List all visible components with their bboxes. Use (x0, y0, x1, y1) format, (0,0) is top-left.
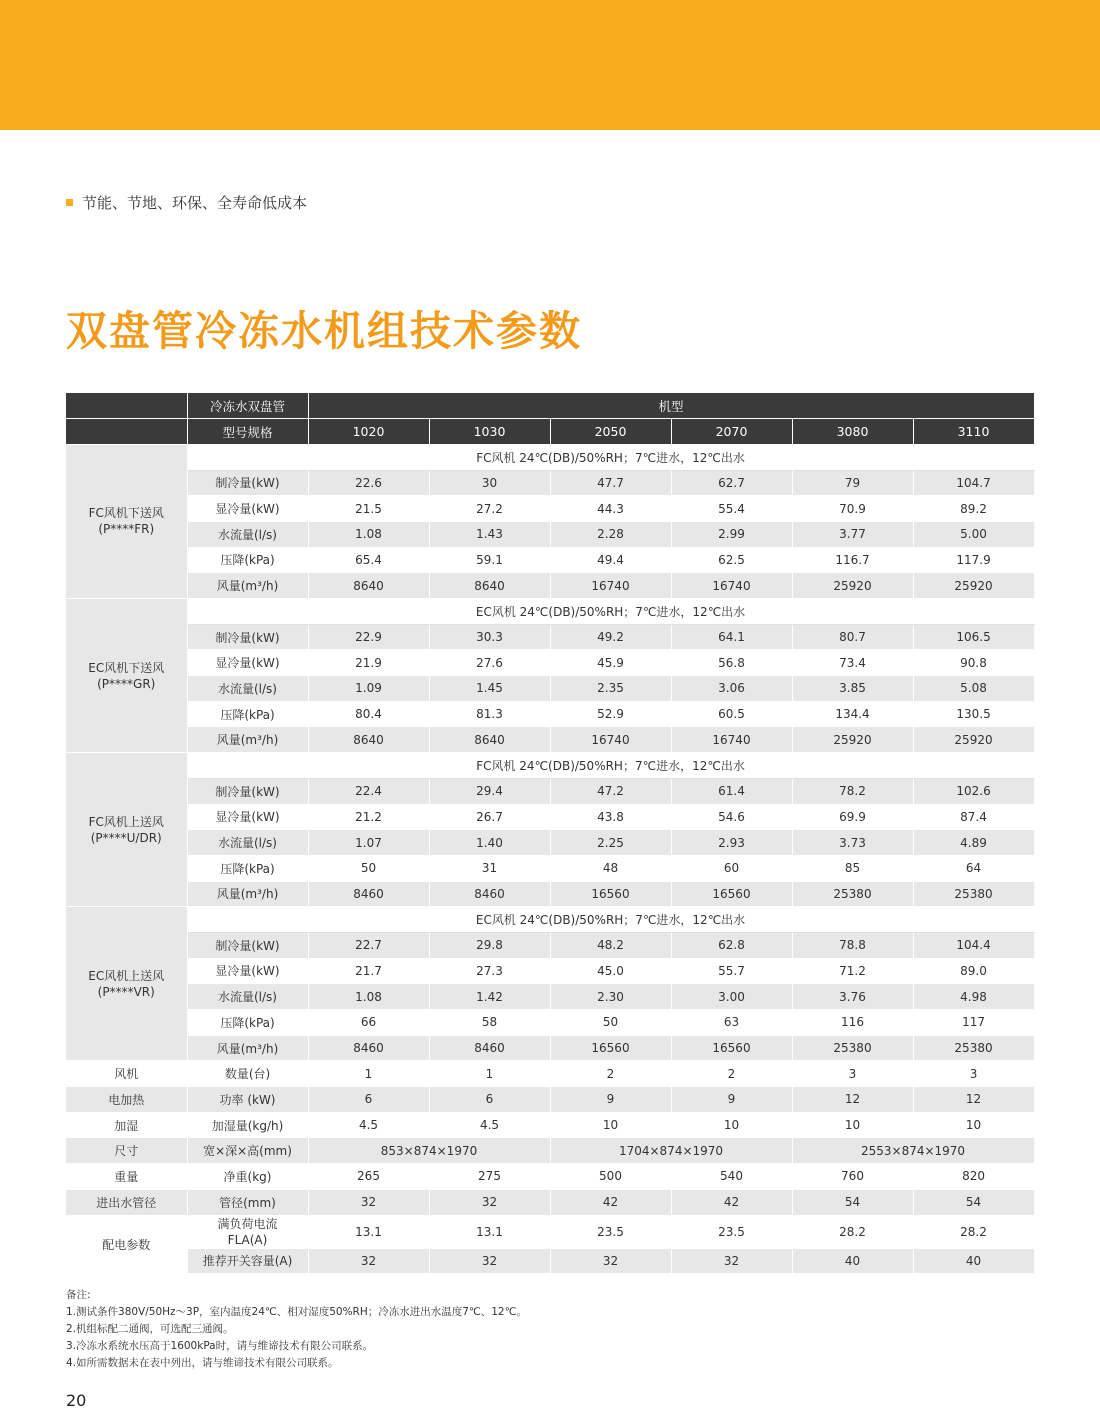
value-cell: 81.3 (429, 701, 550, 727)
value-cell: 22.4 (308, 778, 429, 804)
value-cell: 5.00 (913, 521, 1034, 547)
value-cell: 1.43 (429, 521, 550, 547)
row-label: 进出水管径 (66, 1189, 187, 1215)
row-label: 配电参数 (66, 1215, 187, 1274)
value-cell: 21.7 (308, 958, 429, 984)
value-cell: 26.7 (429, 804, 550, 830)
value-cell: 4.98 (913, 984, 1034, 1010)
table-row (66, 650, 1034, 676)
value-cell: 2.35 (550, 676, 671, 702)
value-cell: 54.6 (671, 804, 792, 830)
value-cell: 89.0 (913, 958, 1034, 984)
label-line: FLA(A) (227, 1232, 268, 1247)
value-cell: 22.9 (308, 624, 429, 650)
value-cell: 85 (792, 855, 913, 881)
value-cell: 16740 (550, 573, 671, 599)
value-cell: 50 (308, 855, 429, 881)
group-label-cell (66, 753, 187, 907)
value-cell: 4.5 (308, 1112, 429, 1138)
notes (66, 1287, 527, 1372)
value-cell: 60 (671, 855, 792, 881)
label-line: 满负荷电流 (217, 1216, 278, 1231)
model-name: 3110 (913, 419, 1034, 445)
value-cell: 265 (308, 1164, 429, 1190)
param-label: 显冷量(kW) (187, 496, 308, 522)
bullet-square-icon (66, 199, 73, 206)
value-cell: 2.93 (671, 830, 792, 856)
value-cell: 4.5 (429, 1112, 550, 1138)
param-label: 风量(m³/h) (187, 1035, 308, 1061)
model-name: 1030 (429, 419, 550, 445)
param-label: 加湿量(kg/h) (187, 1112, 308, 1138)
value-cell: 54 (792, 1189, 913, 1215)
value-cell: 1.42 (429, 984, 550, 1010)
table-row (66, 496, 1034, 522)
value-cell: 1.07 (308, 830, 429, 856)
value-cell: 4.89 (913, 830, 1034, 856)
value-cell: 2553×874×1970 (792, 1138, 1034, 1164)
value-cell: 16740 (671, 727, 792, 753)
value-cell: 29.4 (429, 778, 550, 804)
value-cell: 48.2 (550, 932, 671, 958)
value-cell: 21.5 (308, 496, 429, 522)
value-cell: 80.4 (308, 701, 429, 727)
group-label-cell (66, 444, 187, 598)
value-cell: 25920 (792, 727, 913, 753)
value-cell: 32 (429, 1189, 550, 1215)
value-cell: 2.99 (671, 521, 792, 547)
table-row (66, 855, 1034, 881)
value-cell: 45.0 (550, 958, 671, 984)
table-row (66, 1215, 1034, 1248)
value-cell: 78.8 (792, 932, 913, 958)
value-cell: 27.6 (429, 650, 550, 676)
model-name: 2050 (550, 419, 671, 445)
table-row (66, 1138, 1034, 1164)
value-cell: 2 (671, 1061, 792, 1087)
value-cell: 10 (913, 1112, 1034, 1138)
param-label: 风量(m³/h) (187, 727, 308, 753)
condition-row (66, 907, 1034, 933)
value-cell: 32 (308, 1189, 429, 1215)
group-label (188, 1216, 308, 1248)
param-label: 压降(kPa) (187, 547, 308, 573)
group-label (66, 968, 187, 1000)
value-cell: 25380 (913, 881, 1034, 907)
value-cell: 1.08 (308, 984, 429, 1010)
label-line: (P****FR) (98, 522, 155, 537)
param-label: 水流量(l/s) (187, 676, 308, 702)
table-row (66, 984, 1034, 1010)
table-row (66, 521, 1034, 547)
value-cell: 13.1 (308, 1215, 429, 1248)
value-cell: 78.2 (792, 778, 913, 804)
param-label: 水流量(l/s) (187, 984, 308, 1010)
table-row (66, 1112, 1034, 1138)
value-cell: 25380 (913, 1035, 1034, 1061)
page-title: 双盘管冷冻水机组技术参数 (66, 307, 582, 355)
value-cell: 8460 (308, 1035, 429, 1061)
value-cell: 3.00 (671, 984, 792, 1010)
value-cell: 69.9 (792, 804, 913, 830)
note-item: 2.机组标配二通阀，可选配三通阀。 (66, 1323, 234, 1335)
value-cell: 16740 (550, 727, 671, 753)
value-cell: 1.45 (429, 676, 550, 702)
value-cell: 1704×874×1970 (550, 1138, 792, 1164)
value-cell: 820 (913, 1164, 1034, 1190)
value-cell: 116.7 (792, 547, 913, 573)
value-cell: 54 (913, 1189, 1034, 1215)
param-label: 水流量(l/s) (187, 521, 308, 547)
value-cell: 89.2 (913, 496, 1034, 522)
value-cell: 5.08 (913, 676, 1034, 702)
param-label (187, 1215, 308, 1248)
value-cell: 64.1 (671, 624, 792, 650)
param-label: 推荐开关容量(A) (187, 1248, 308, 1274)
notes-title: 备注: (66, 1289, 91, 1301)
value-cell: 275 (429, 1164, 550, 1190)
value-cell: 853×874×1970 (308, 1138, 550, 1164)
value-cell: 8640 (429, 573, 550, 599)
value-cell: 1.40 (429, 830, 550, 856)
table-row (66, 624, 1034, 650)
group-label (66, 814, 187, 846)
value-cell: 55.7 (671, 958, 792, 984)
value-cell: 70.9 (792, 496, 913, 522)
param-label: 压降(kPa) (187, 1010, 308, 1036)
value-cell: 16740 (671, 573, 792, 599)
header-row (66, 393, 1034, 419)
row-label: 尺寸 (66, 1138, 187, 1164)
group-label-cell (66, 599, 187, 753)
value-cell: 62.7 (671, 470, 792, 496)
label-line: FC风机下送风 (88, 506, 164, 521)
value-cell: 44.3 (550, 496, 671, 522)
header-blank (66, 419, 187, 445)
value-cell: 1 (308, 1061, 429, 1087)
value-cell: 116 (792, 1010, 913, 1036)
row-label: 风机 (66, 1061, 187, 1087)
value-cell: 22.6 (308, 470, 429, 496)
value-cell: 43.8 (550, 804, 671, 830)
value-cell: 8460 (308, 881, 429, 907)
value-cell: 61.4 (671, 778, 792, 804)
value-cell: 8460 (429, 881, 550, 907)
value-cell: 3.85 (792, 676, 913, 702)
table-row (66, 1189, 1034, 1215)
table-row (66, 701, 1034, 727)
label-line: (P****GR) (97, 676, 156, 691)
value-cell: 117.9 (913, 547, 1034, 573)
value-cell: 66 (308, 1010, 429, 1036)
table-row (66, 1061, 1034, 1087)
param-label: 制冷量(kW) (187, 624, 308, 650)
value-cell: 29.8 (429, 932, 550, 958)
value-cell: 59.1 (429, 547, 550, 573)
value-cell: 21.9 (308, 650, 429, 676)
value-cell: 760 (792, 1164, 913, 1190)
row-label: 电加热 (66, 1087, 187, 1113)
param-label: 压降(kPa) (187, 855, 308, 881)
condition-row (66, 599, 1034, 625)
value-cell: 65.4 (308, 547, 429, 573)
model-name: 3080 (792, 419, 913, 445)
spec-table (66, 393, 1035, 1274)
table-row (66, 1087, 1034, 1113)
value-cell: 3.73 (792, 830, 913, 856)
value-cell: 30 (429, 470, 550, 496)
value-cell: 25920 (913, 727, 1034, 753)
header-blank (66, 393, 187, 419)
value-cell: 56.8 (671, 650, 792, 676)
top-color-band (0, 0, 1100, 130)
table-row (66, 881, 1034, 907)
header-row (66, 419, 1034, 445)
table-row (66, 1010, 1034, 1036)
note-item: 3.冷冻水系统水压高于1600kPa时，请与维谛技术有限公司联系。 (66, 1340, 374, 1352)
condition-text: FC风机 24℃(DB)/50%RH；7℃进水，12℃出水 (187, 753, 1034, 779)
value-cell: 60.5 (671, 701, 792, 727)
value-cell: 8640 (308, 573, 429, 599)
value-cell: 47.2 (550, 778, 671, 804)
group-label-cell (66, 907, 187, 1061)
value-cell: 45.9 (550, 650, 671, 676)
table-row (66, 547, 1034, 573)
value-cell: 42 (671, 1189, 792, 1215)
value-cell: 58 (429, 1010, 550, 1036)
label-line: FC风机上送风 (88, 814, 164, 829)
value-cell: 16560 (550, 1035, 671, 1061)
value-cell: 8640 (308, 727, 429, 753)
value-cell: 13.1 (429, 1215, 550, 1248)
value-cell: 62.8 (671, 932, 792, 958)
param-label: 显冷量(kW) (187, 958, 308, 984)
value-cell: 22.7 (308, 932, 429, 958)
param-label: 风量(m³/h) (187, 573, 308, 599)
note-item: 1.测试条件380V/50Hz～3P，室内温度24℃、相对湿度50%RH；冷冻水进出水温度7℃、12℃。 (66, 1306, 527, 1318)
table-row (66, 1164, 1034, 1190)
value-cell: 106.5 (913, 624, 1034, 650)
value-cell: 2.28 (550, 521, 671, 547)
value-cell: 8640 (429, 727, 550, 753)
value-cell: 28.2 (913, 1215, 1034, 1248)
param-label: 制冷量(kW) (187, 470, 308, 496)
value-cell: 25380 (792, 881, 913, 907)
value-cell: 2.25 (550, 830, 671, 856)
value-cell: 50 (550, 1010, 671, 1036)
value-cell: 6 (429, 1087, 550, 1113)
value-cell: 32 (429, 1248, 550, 1274)
value-cell: 16560 (671, 881, 792, 907)
value-cell: 130.5 (913, 701, 1034, 727)
value-cell: 2.30 (550, 984, 671, 1010)
value-cell: 12 (913, 1087, 1034, 1113)
param-label: 制冷量(kW) (187, 932, 308, 958)
value-cell: 3.77 (792, 521, 913, 547)
value-cell: 21.2 (308, 804, 429, 830)
value-cell: 500 (550, 1164, 671, 1190)
value-cell: 80.7 (792, 624, 913, 650)
condition-text: FC风机 24℃(DB)/50%RH；7℃进水，12℃出水 (187, 444, 1034, 470)
value-cell: 2 (550, 1061, 671, 1087)
value-cell: 6 (308, 1087, 429, 1113)
value-cell: 1.09 (308, 676, 429, 702)
value-cell: 25920 (913, 573, 1034, 599)
value-cell: 32 (550, 1248, 671, 1274)
value-cell: 25380 (792, 1035, 913, 1061)
param-label: 净重(kg) (187, 1164, 308, 1190)
value-cell: 117 (913, 1010, 1034, 1036)
value-cell: 104.4 (913, 932, 1034, 958)
condition-row (66, 444, 1034, 470)
value-cell: 12 (792, 1087, 913, 1113)
value-cell: 48 (550, 855, 671, 881)
value-cell: 9 (671, 1087, 792, 1113)
row-label: 重量 (66, 1164, 187, 1190)
value-cell: 40 (792, 1248, 913, 1274)
table-row (66, 778, 1034, 804)
value-cell: 1 (429, 1061, 550, 1087)
value-cell: 10 (671, 1112, 792, 1138)
value-cell: 134.4 (792, 701, 913, 727)
value-cell: 25920 (792, 573, 913, 599)
condition-text: EC风机 24℃(DB)/50%RH；7℃进水，12℃出水 (187, 907, 1034, 933)
value-cell: 16560 (671, 1035, 792, 1061)
param-label: 管径(mm) (187, 1189, 308, 1215)
value-cell: 62.5 (671, 547, 792, 573)
value-cell: 49.4 (550, 547, 671, 573)
value-cell: 540 (671, 1164, 792, 1190)
value-cell: 23.5 (550, 1215, 671, 1248)
value-cell: 23.5 (671, 1215, 792, 1248)
table-row (66, 1035, 1034, 1061)
value-cell: 28.2 (792, 1215, 913, 1248)
header-col1: 冷冻水双盘管 (187, 393, 308, 419)
value-cell: 104.7 (913, 470, 1034, 496)
condition-text: EC风机 24℃(DB)/50%RH；7℃进水，12℃出水 (187, 599, 1034, 625)
value-cell: 40 (913, 1248, 1034, 1274)
page-number: 20 (66, 1391, 87, 1410)
value-cell: 64 (913, 855, 1034, 881)
value-cell: 27.2 (429, 496, 550, 522)
table-row (66, 573, 1034, 599)
value-cell: 32 (671, 1248, 792, 1274)
table-row (66, 470, 1034, 496)
group-label (66, 505, 187, 537)
table-row (66, 932, 1034, 958)
value-cell: 30.3 (429, 624, 550, 650)
label-line: EC风机下送风 (88, 660, 165, 675)
value-cell: 16560 (550, 881, 671, 907)
value-cell: 55.4 (671, 496, 792, 522)
value-cell: 3 (913, 1061, 1034, 1087)
row-label: 加湿 (66, 1112, 187, 1138)
param-label: 数量(台) (187, 1061, 308, 1087)
table-row (66, 804, 1034, 830)
value-cell: 3 (792, 1061, 913, 1087)
value-cell: 73.4 (792, 650, 913, 676)
param-label: 制冷量(kW) (187, 778, 308, 804)
value-cell: 3.06 (671, 676, 792, 702)
model-name: 1020 (308, 419, 429, 445)
value-cell: 10 (792, 1112, 913, 1138)
param-label: 显冷量(kW) (187, 650, 308, 676)
table-row (66, 830, 1034, 856)
label-line: (P****U/DR) (90, 830, 162, 845)
value-cell: 8460 (429, 1035, 550, 1061)
value-cell: 3.76 (792, 984, 913, 1010)
note-item: 4.如所需数据未在表中列出，请与维谛技术有限公司联系。 (66, 1357, 339, 1369)
tagline-text: 节能、节地、环保、全寿命低成本 (82, 194, 308, 212)
value-cell: 71.2 (792, 958, 913, 984)
value-cell: 63 (671, 1010, 792, 1036)
param-label: 压降(kPa) (187, 701, 308, 727)
value-cell: 79 (792, 470, 913, 496)
value-cell: 102.6 (913, 778, 1034, 804)
value-cell: 52.9 (550, 701, 671, 727)
value-cell: 31 (429, 855, 550, 881)
group-label (66, 660, 187, 692)
value-cell: 47.7 (550, 470, 671, 496)
value-cell: 90.8 (913, 650, 1034, 676)
header-spec: 型号规格 (187, 419, 308, 445)
param-label: 水流量(l/s) (187, 830, 308, 856)
value-cell: 10 (550, 1112, 671, 1138)
condition-row (66, 753, 1034, 779)
table-row (66, 958, 1034, 984)
value-cell: 42 (550, 1189, 671, 1215)
param-label: 功率 (kW) (187, 1087, 308, 1113)
label-line: (P****VR) (97, 984, 155, 999)
value-cell: 27.3 (429, 958, 550, 984)
value-cell: 49.2 (550, 624, 671, 650)
param-label: 显冷量(kW) (187, 804, 308, 830)
value-cell: 9 (550, 1087, 671, 1113)
value-cell: 32 (308, 1248, 429, 1274)
value-cell: 87.4 (913, 804, 1034, 830)
header-models-label: 机型 (308, 393, 1034, 419)
table-row (66, 1248, 1034, 1274)
param-label: 宽×深×高(mm) (187, 1138, 308, 1164)
tagline (66, 192, 307, 213)
table-row (66, 676, 1034, 702)
value-cell: 1.08 (308, 521, 429, 547)
model-name: 2070 (671, 419, 792, 445)
table-row (66, 727, 1034, 753)
label-line: EC风机上送风 (88, 968, 165, 983)
param-label: 风量(m³/h) (187, 881, 308, 907)
